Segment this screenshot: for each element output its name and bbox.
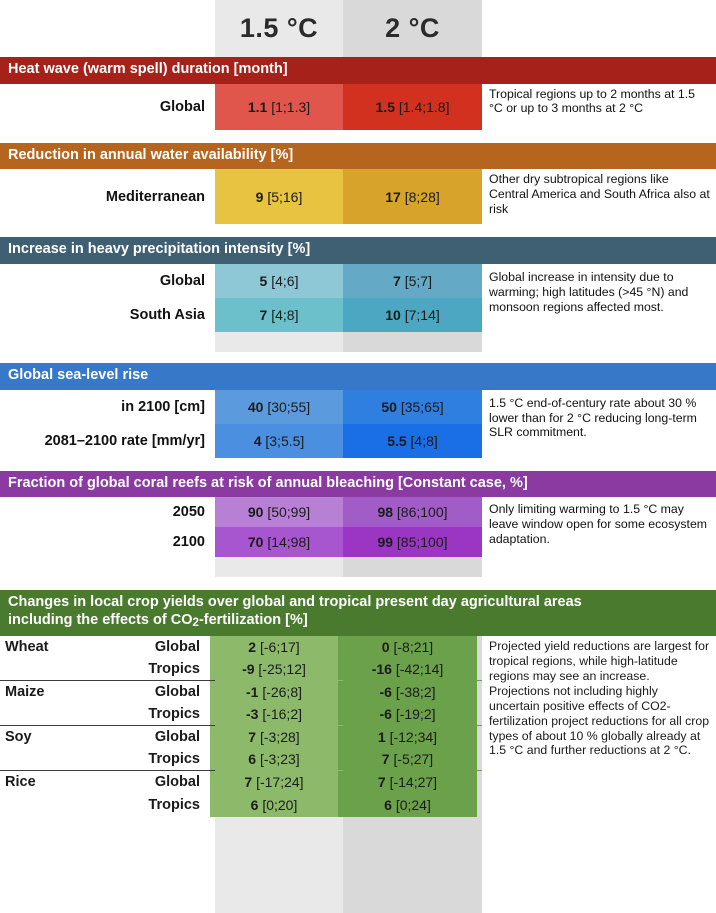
value: 17	[385, 188, 401, 205]
section-crop-yields	[0, 590, 716, 817]
range: [-3;28]	[259, 729, 300, 746]
cell-wheat-tropics-1_5c	[210, 658, 338, 680]
value: 7	[381, 751, 390, 768]
note-spacer	[482, 298, 716, 332]
range: [-3;23]	[259, 751, 300, 768]
cell-soy-tropics-2c	[338, 748, 477, 770]
cell-maize-global-2c	[338, 681, 477, 703]
value: 1	[377, 729, 386, 746]
range: [-42;14]	[395, 661, 444, 678]
crop-scope-tropics: Tropics	[108, 658, 210, 680]
crop-name-blank	[0, 793, 108, 817]
note-spacer	[482, 332, 716, 352]
crop-title-line2-a: including the effects of CO	[8, 612, 193, 629]
value: 70	[247, 534, 264, 551]
cell-coral-2100-2c	[343, 527, 482, 557]
section-heat-wave	[0, 57, 716, 130]
crop-title-line2-b: -fertilization [%]	[198, 612, 308, 629]
range: [-6;17]	[259, 639, 300, 656]
value: -6	[379, 706, 392, 723]
crop-name-rice: Rice	[0, 771, 108, 793]
range: [-38;2]	[395, 684, 436, 701]
value: 98	[377, 504, 394, 521]
cell-slr-rate-1_5c	[215, 424, 343, 458]
value: 9	[255, 188, 264, 205]
note-spacer	[482, 527, 716, 557]
value: 50	[381, 398, 397, 415]
value: 6	[384, 797, 392, 814]
cell-rice-tropics-2c	[338, 793, 477, 817]
table-row	[0, 298, 716, 332]
range: [-5;27]	[393, 751, 434, 768]
cell-heatwave-global-1_5c	[215, 84, 343, 130]
value: 2	[248, 639, 257, 656]
value: 7	[248, 729, 257, 746]
cell-soy-global-1_5c	[210, 726, 338, 748]
table-row	[0, 527, 716, 557]
range: [4;6]	[271, 273, 299, 290]
note-water-availability	[482, 169, 716, 224]
cell-maize-tropics-2c	[338, 703, 477, 725]
note-spacer	[482, 557, 716, 577]
value: 7	[244, 774, 253, 791]
cell-heatwave-global-2c	[343, 84, 482, 130]
range: [0;24]	[395, 797, 431, 814]
value: 40	[247, 398, 264, 415]
crop-name-blank	[0, 703, 108, 725]
cell-wheat-tropics-2c	[338, 658, 477, 680]
header-col-1_5c: 1.5 °C	[239, 13, 319, 43]
header-col-2c: 2 °C	[385, 13, 440, 43]
value: 1.5	[375, 98, 395, 115]
table-row	[0, 84, 716, 130]
table-row	[0, 424, 716, 458]
section-sea-level-rise	[0, 363, 716, 458]
range: [-12;34]	[389, 729, 438, 746]
cell-soy-tropics-1_5c	[210, 748, 338, 770]
range: [-19;2]	[395, 706, 436, 723]
crop-title-subscript: 2	[192, 616, 199, 630]
note-text: Other dry subtropical regions like Central America and South Africa also at risk	[489, 172, 710, 216]
range: [35;65]	[400, 398, 444, 415]
value: -9	[242, 661, 255, 678]
value: 6	[250, 797, 259, 814]
value: 4	[253, 432, 262, 449]
range: [30;55]	[267, 398, 311, 415]
cell-empty	[343, 557, 482, 577]
section-gap	[0, 458, 716, 471]
cell-soy-global-2c	[338, 726, 477, 748]
range: [14;98]	[267, 534, 311, 551]
row-label-mediterranean: Mediterranean	[105, 188, 205, 205]
cell-rice-tropics-1_5c	[210, 793, 338, 817]
note-crop-yields	[482, 636, 716, 758]
value: 5.5	[387, 432, 407, 449]
crop-title-line2	[8, 612, 708, 630]
value: 99	[377, 534, 394, 551]
section-gap	[0, 352, 716, 363]
table-row	[0, 264, 716, 314]
cell-empty	[215, 557, 343, 577]
row-label-global: Global	[159, 98, 205, 115]
section-title-water-availability: Reduction in annual water availability [%]	[0, 143, 716, 170]
row-label-global: Global	[159, 273, 205, 290]
value: 10	[385, 307, 401, 324]
cell-precip-southasia-2c	[343, 298, 482, 332]
note-text: Tropical regions up to 2 months at 1.5 °C or up to 3 months at 2 °C	[489, 86, 695, 116]
crop-scope-tropics: Tropics	[108, 703, 210, 725]
note-precipitation	[482, 264, 716, 314]
cell-precip-global-1_5c	[215, 264, 343, 298]
table-row-filler	[0, 557, 716, 577]
range: [0;20]	[262, 797, 298, 814]
cell-slr-rate-2c	[343, 424, 482, 458]
cell-water-mediterranean-2c	[343, 169, 482, 224]
section-title-sea-level-rise: Global sea-level rise	[0, 363, 716, 390]
crop-name-maize: Maize	[0, 681, 108, 703]
cell-empty	[215, 332, 343, 352]
cell-maize-tropics-1_5c	[210, 703, 338, 725]
section-title-heat-wave: Heat wave (warm spell) duration [month]	[0, 57, 716, 84]
temperature-header	[0, 0, 716, 57]
cell-water-mediterranean-1_5c	[215, 169, 343, 224]
range: [5;7]	[404, 273, 432, 290]
crop-name-wheat: Wheat	[0, 636, 108, 658]
row-label-2100: 2100	[172, 534, 205, 551]
value: 5	[259, 273, 268, 290]
cell-empty	[343, 332, 482, 352]
note-coral-reefs	[482, 497, 716, 546]
value: 7	[393, 273, 401, 290]
table-row	[0, 169, 716, 224]
range: [-14;27]	[389, 774, 438, 791]
crop-name-blank	[0, 748, 108, 770]
range: [86;100]	[396, 504, 448, 521]
cell-rice-global-1_5c	[210, 771, 338, 793]
note-heat-wave	[482, 84, 716, 130]
section-coral-reefs	[0, 471, 716, 578]
section-gap	[0, 577, 716, 590]
value: -16	[371, 661, 392, 678]
section-gap	[0, 224, 716, 237]
cell-wheat-global-1_5c	[210, 636, 338, 658]
row-label-empty	[0, 332, 215, 352]
range: [8;28]	[404, 188, 440, 205]
value: 1.1	[247, 98, 268, 115]
crop-title-line1: Changes in local crop yields over global and tropical present day agricultural areas	[8, 594, 582, 611]
crop-name-soy: Soy	[0, 726, 108, 748]
note-text: 1.5 °C end-of-century rate about 30 % lower than for 2 °C reducing long-term SLR commitment.	[489, 395, 697, 440]
row-label-south-asia: South Asia	[129, 307, 205, 324]
cell-precip-southasia-1_5c	[215, 298, 343, 332]
table-row-filler	[0, 332, 716, 352]
section-title-crop-yields	[0, 590, 716, 636]
cell-slr-2100-2c	[343, 390, 482, 424]
crop-scope-tropics: Tropics	[108, 793, 210, 817]
section-title-precipitation: Increase in heavy precipitation intensity [%]	[0, 237, 716, 264]
note-text: Projected yield reductions are largest for tropical regions, while high-latitude regions may see an increase. Projections not including highly uncertain positive effects of CO2-fertilization project reductions for all crop types of about 10 % globally already at 1.5 °C and further reductions at 2 °C.	[489, 639, 710, 758]
value: -6	[379, 684, 392, 701]
crop-name-blank	[0, 658, 108, 680]
range: [1.4;1.8]	[398, 98, 450, 115]
cell-wheat-global-2c	[338, 636, 477, 658]
crop-scope-global: Global	[108, 681, 210, 703]
range: [-16;2]	[262, 706, 303, 723]
row-label-rate-2081-2100: 2081–2100 rate [mm/yr]	[44, 432, 205, 449]
cell-coral-2100-1_5c	[215, 527, 343, 557]
range: [4;8]	[410, 432, 438, 449]
note-text: Only limiting warming to 1.5 °C may leave window open for some ecosystem adaptation.	[489, 502, 708, 546]
cell-rice-global-2c	[338, 771, 477, 793]
cell-coral-2050-1_5c	[215, 497, 343, 527]
crop-scope-tropics: Tropics	[108, 748, 210, 770]
range: [5;16]	[267, 188, 303, 205]
value: 0	[381, 639, 390, 656]
value: -3	[245, 706, 259, 723]
range: [85;100]	[396, 534, 448, 551]
cell-slr-2100-1_5c	[215, 390, 343, 424]
cell-precip-global-2c	[343, 264, 482, 298]
range: [-17;24]	[256, 774, 304, 791]
range: [-25;12]	[258, 661, 306, 678]
crop-table	[0, 636, 716, 817]
value: 6	[248, 751, 257, 768]
range: [7;14]	[404, 307, 440, 324]
note-spacer	[482, 424, 716, 458]
section-precipitation	[0, 237, 716, 352]
row-label-empty	[0, 557, 215, 577]
value: -1	[245, 684, 259, 701]
cell-maize-global-1_5c	[210, 681, 338, 703]
value: 7	[259, 307, 268, 324]
row-label-in-2100: in 2100 [cm]	[121, 398, 205, 415]
table-row	[0, 390, 716, 440]
value: 90	[247, 504, 264, 521]
range: [1;1.3]	[271, 98, 311, 115]
crop-scope-global: Global	[108, 771, 210, 793]
row-label-2050: 2050	[172, 504, 205, 521]
table-row	[0, 793, 716, 817]
crop-scope-global: Global	[108, 636, 210, 658]
range: [3;5.5]	[265, 432, 305, 449]
range: [-26;8]	[262, 684, 303, 701]
note-text: Global increase in intensity due to warming; high latitudes (>45 °N) and monsoon regions affected most.	[489, 270, 689, 314]
value: 7	[377, 774, 386, 791]
section-water-availability	[0, 143, 716, 225]
note-sea-level-rise	[482, 390, 716, 440]
cell-coral-2050-2c	[343, 497, 482, 527]
range: [4;8]	[271, 307, 299, 324]
range: [-8;21]	[393, 639, 434, 656]
section-gap	[0, 130, 716, 143]
crop-scope-global: Global	[108, 726, 210, 748]
table-row	[0, 771, 716, 793]
range: [50;99]	[267, 504, 311, 521]
section-title-coral-reefs: Fraction of global coral reefs at risk of annual bleaching [Constant case, %]	[0, 471, 716, 498]
